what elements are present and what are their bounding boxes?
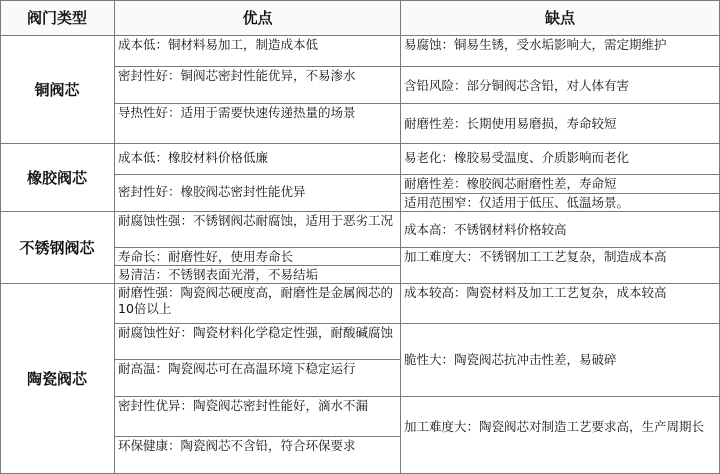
ceramic-pro-3: 耐高温：陶瓷阀芯可在高温环境下稳定运行 xyxy=(115,360,401,397)
ceramic-con-3: 加工难度大：陶瓷阀芯对制造工艺要求高，生产周期长 xyxy=(401,397,720,474)
steel-con-2: 加工难度大：不锈钢加工工艺复杂，制造成本高 xyxy=(401,248,720,284)
copper-pro-3: 导热性好：适用于需要快速传递热量的场景 xyxy=(115,104,401,144)
type-copper: 铜阀芯 xyxy=(0,36,115,144)
header-type: 阀门类型 xyxy=(0,0,115,36)
steel-pro-3: 易清洁：不锈钢表面光滑，不易结垢 xyxy=(115,266,401,284)
ceramic-pro-1: 耐磨性强：陶瓷阀芯硬度高，耐磨性是金属阀芯的10倍以上 xyxy=(115,284,401,324)
steel-pro-1: 耐腐蚀性强：不锈钢阀芯耐腐蚀，适用于恶劣工况 xyxy=(115,212,401,248)
copper-pro-2: 密封性好：铜阀芯密封性能优异，不易渗水 xyxy=(115,67,401,104)
ceramic-pro-4: 密封性优异：陶瓷阀芯密封性能好，滴水不漏 xyxy=(115,397,401,437)
ceramic-pro-5: 环保健康：陶瓷阀芯不含铅，符合环保要求 xyxy=(115,437,401,474)
steel-con-1: 成本高：不锈钢材料价格较高 xyxy=(401,212,720,248)
rubber-pro-2: 密封性好：橡胶阀芯密封性能优异 xyxy=(115,175,401,212)
type-rubber: 橡胶阀芯 xyxy=(0,144,115,212)
copper-con-2: 含铅风险：部分铜阀芯含铅，对人体有害 xyxy=(401,67,720,104)
rubber-con-2: 耐磨性差：橡胶阀芯耐磨性差，寿命短 xyxy=(401,175,720,194)
ceramic-pro-2: 耐腐蚀性好：陶瓷材料化学稳定性强，耐酸碱腐蚀 xyxy=(115,324,401,360)
steel-pro-2: 寿命长：耐磨性好，使用寿命长 xyxy=(115,248,401,266)
copper-con-3: 耐磨性差：长期使用易磨损，寿命较短 xyxy=(401,104,720,144)
copper-con-1: 易腐蚀：铜易生锈，受水垢影响大，需定期维护 xyxy=(401,36,720,67)
rubber-con-3: 适用范围窄：仅适用于低压、低温场景。 xyxy=(401,194,720,212)
rubber-pro-1: 成本低：橡胶材料价格低廉 xyxy=(115,144,401,175)
header-cons: 缺点 xyxy=(401,0,720,36)
ceramic-con-2: 脆性大：陶瓷阀芯抗冲击性差，易破碎 xyxy=(401,324,720,397)
header-pros: 优点 xyxy=(115,0,401,36)
copper-pro-1: 成本低：铜材料易加工，制造成本低 xyxy=(115,36,401,67)
type-stainless-steel: 不锈钢阀芯 xyxy=(0,212,115,284)
ceramic-con-1: 成本较高：陶瓷材料及加工工艺复杂，成本较高 xyxy=(401,284,720,324)
rubber-con-1: 易老化：橡胶易受温度、介质影响而老化 xyxy=(401,144,720,175)
type-ceramic: 陶瓷阀芯 xyxy=(0,284,115,474)
